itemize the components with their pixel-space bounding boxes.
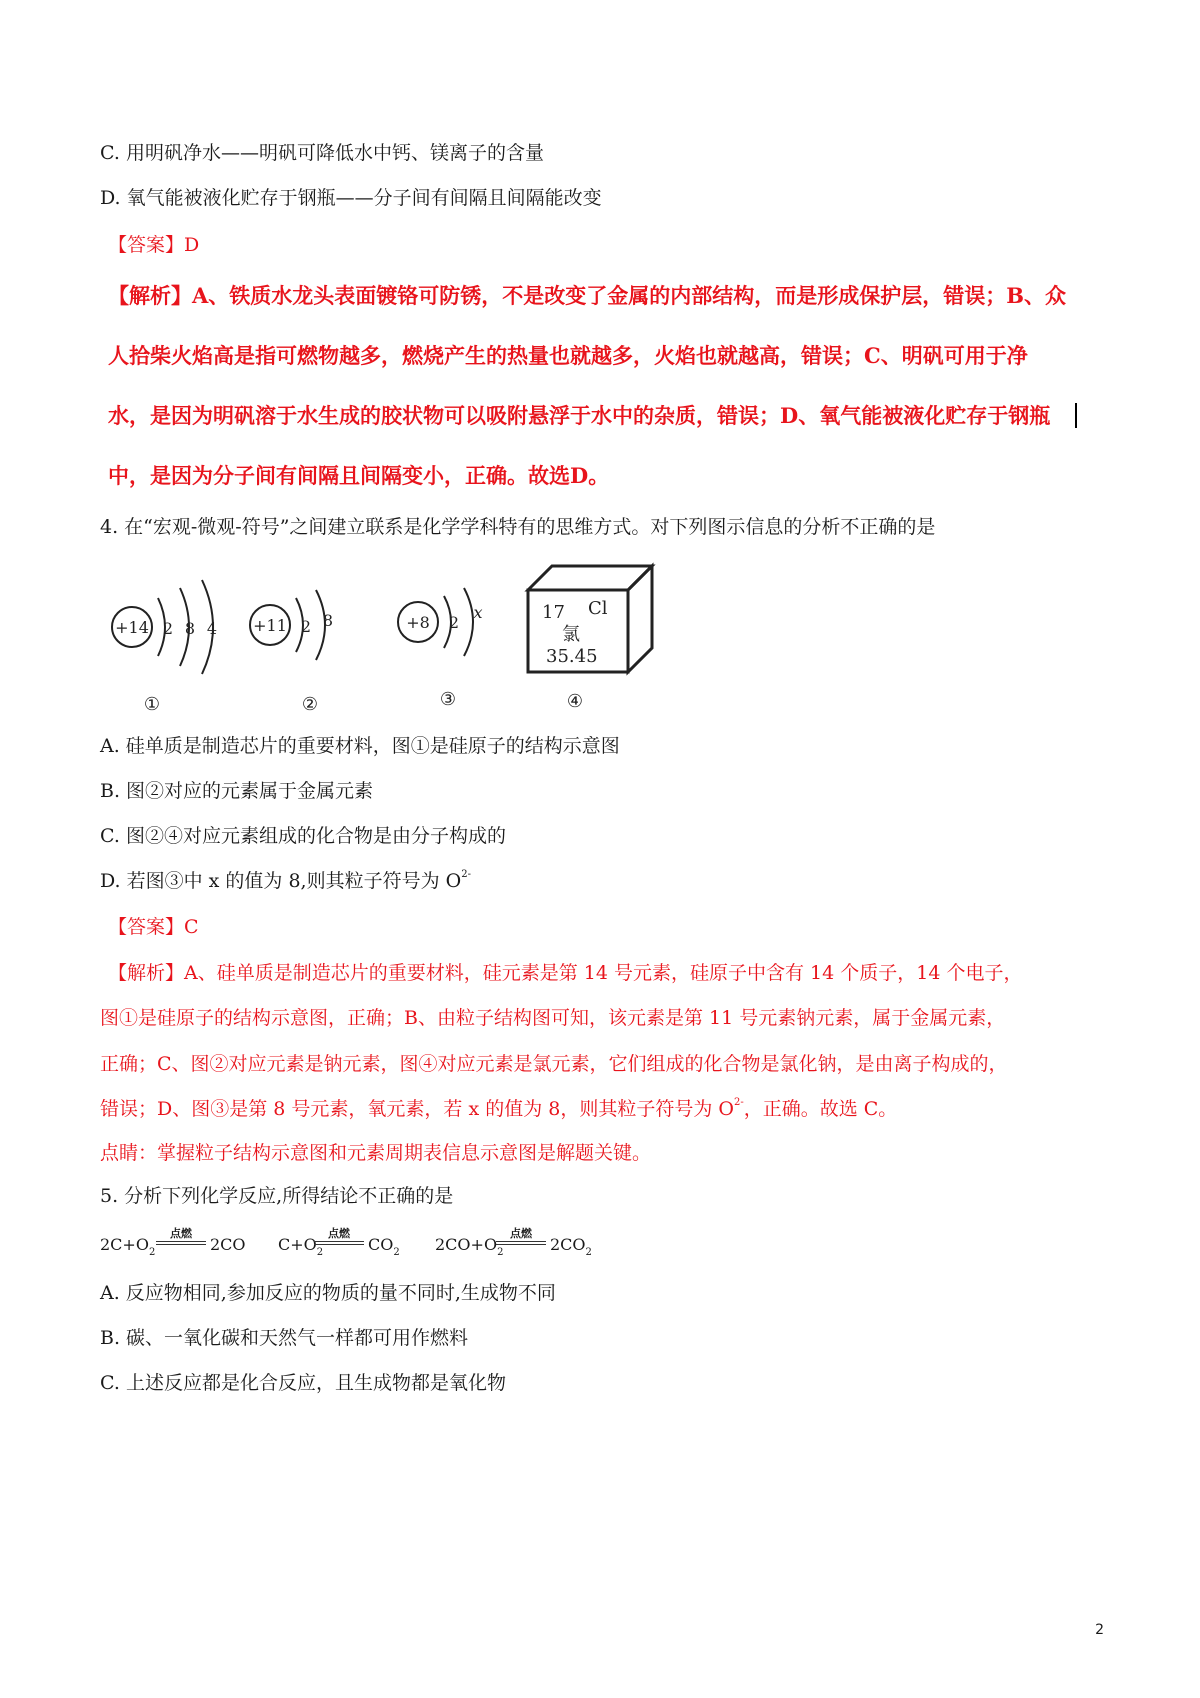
q4-option-b: B. 图②对应的元素属于金属元素 xyxy=(100,780,374,802)
q4-figures xyxy=(100,560,720,720)
q5-option-a: A. 反应物相同,参加反应的物质的量不同时,生成物不同 xyxy=(100,1282,556,1304)
q4-analysis-line-3: 正确；C、图②对应元素是钠元素，图④对应元素是氯元素，它们组成的化合物是氯化钠，是由离子构成的， xyxy=(100,1053,1008,1075)
q4-analysis-line-4: 错误；D、图③是第 8 号元素，氧元素，若 x 的值为 8，则其粒子符号为 $O^{2-}$，正确。故选 C。 xyxy=(100,1097,898,1120)
q4-answer: 【答案】C xyxy=(108,916,199,938)
svg-text:+8: +8 xyxy=(406,613,430,632)
q5-option-c: C. 上述反应都是化合反应，且生成物都是氧化物 xyxy=(100,1372,506,1394)
svg-text:2: 2 xyxy=(300,617,312,636)
q3-analysis-line-4: 中，是因为分子间有间隔且间隔变小，正确。故选D。 xyxy=(108,463,610,488)
equation-2: $C+O_2$ xyxy=(278,1235,324,1258)
svg-text:2: 2 xyxy=(448,613,460,632)
atom-structure-o xyxy=(398,588,483,710)
svg-text:8: 8 xyxy=(322,611,334,630)
q3-option-d: D. 氧气能被液化贮存于钢瓶——分子间有间隔且间隔能改变 xyxy=(100,187,602,209)
q4-option-c: C. 图②④对应元素组成的化合物是由分子构成的 xyxy=(100,825,506,847)
figure-label: ① xyxy=(143,694,161,715)
element-cell-chlorine xyxy=(528,566,652,712)
q5-equations xyxy=(100,1225,600,1265)
q5-option-b: B. 碳、一氧化碳和天然气一样都可用作燃料 xyxy=(100,1327,469,1349)
equation-3: $2CO+O_2$ xyxy=(435,1235,504,1258)
nucleus-label: +14 xyxy=(115,618,149,637)
svg-text:④: ④ xyxy=(566,691,584,712)
q3-answer: 【答案】D xyxy=(108,234,200,256)
q4-option-a: A. 硅单质是制造芯片的重要材料，图①是硅原子的结构示意图 xyxy=(100,735,620,757)
shell-count: 8 xyxy=(184,619,196,638)
equation-3-product: $2CO_2$ xyxy=(550,1235,592,1258)
atom-structure-si xyxy=(112,580,217,715)
q4-tip: 点睛：掌握粒子结构示意图和元素周期表信息示意图是解题关键。 xyxy=(100,1142,652,1164)
svg-text:x: x xyxy=(473,603,483,622)
equation-2-product: $CO_2$ xyxy=(368,1235,400,1258)
equation-1: $2C+O_2$ xyxy=(100,1235,156,1258)
q3-analysis-line-1: 【解析】A、铁质水龙头表面镀铬可防锈，不是改变了金属的内部结构，而是形成保护层，错误；B、众 xyxy=(108,283,1067,308)
text-cursor xyxy=(1075,403,1077,428)
q3-analysis-line-3: 水，是因为明矾溶于水生成的胶状物可以吸附悬浮于水中的杂质，错误；D、氧气能被液化贮存于钢瓶 xyxy=(108,403,1051,428)
reaction-condition: 点燃 xyxy=(314,1225,364,1245)
element-symbol: Cl xyxy=(588,598,608,619)
q4-option-d: D. 若图③中 x 的值为 8,则其粒子符号为 $O^{2-}$ xyxy=(100,869,471,892)
q4-analysis-line-1: 【解析】A、硅单质是制造芯片的重要材料，硅元素是第 14 号元素，硅原子中含有 14 个质子，14 个电子， xyxy=(108,962,1023,984)
svg-text:②: ② xyxy=(301,694,319,715)
q3-option-c: C. 用明矾净水——明矾可降低水中钙、镁离子的含量 xyxy=(100,142,544,164)
q4-analysis-line-2: 图①是硅原子的结构示意图，正确；B、由粒子结构图可知，该元素是第 11 号元素钠元素，属于金属元素， xyxy=(100,1007,1006,1029)
atomic-mass: 35.45 xyxy=(546,646,598,667)
shell-count: 2 xyxy=(162,619,174,638)
element-name: 氯 xyxy=(562,624,580,645)
q5-stem: 5. 分析下列化学反应,所得结论不正确的是 xyxy=(100,1185,454,1207)
equation-1-product: 2CO xyxy=(210,1235,246,1254)
svg-text:③: ③ xyxy=(439,689,457,710)
shell-count: 4 xyxy=(206,619,218,638)
q4-stem: 4. 在“宏观-微观-符号”之间建立联系是化学学科特有的思维方式。对下列图示信息的分析不正确的是 xyxy=(100,516,936,538)
page-number: 2 xyxy=(1095,1622,1104,1638)
atom-structure-na xyxy=(250,590,333,715)
reaction-condition: 点燃 xyxy=(156,1225,206,1245)
reaction-condition: 点燃 xyxy=(496,1225,546,1245)
atomic-number: 17 xyxy=(542,602,565,623)
svg-text:+11: +11 xyxy=(253,616,287,635)
q3-analysis-line-2: 人拾柴火焰高是指可燃物越多，燃烧产生的热量也就越多，火焰也就越高，错误；C、明矾可用于净 xyxy=(108,343,1028,368)
